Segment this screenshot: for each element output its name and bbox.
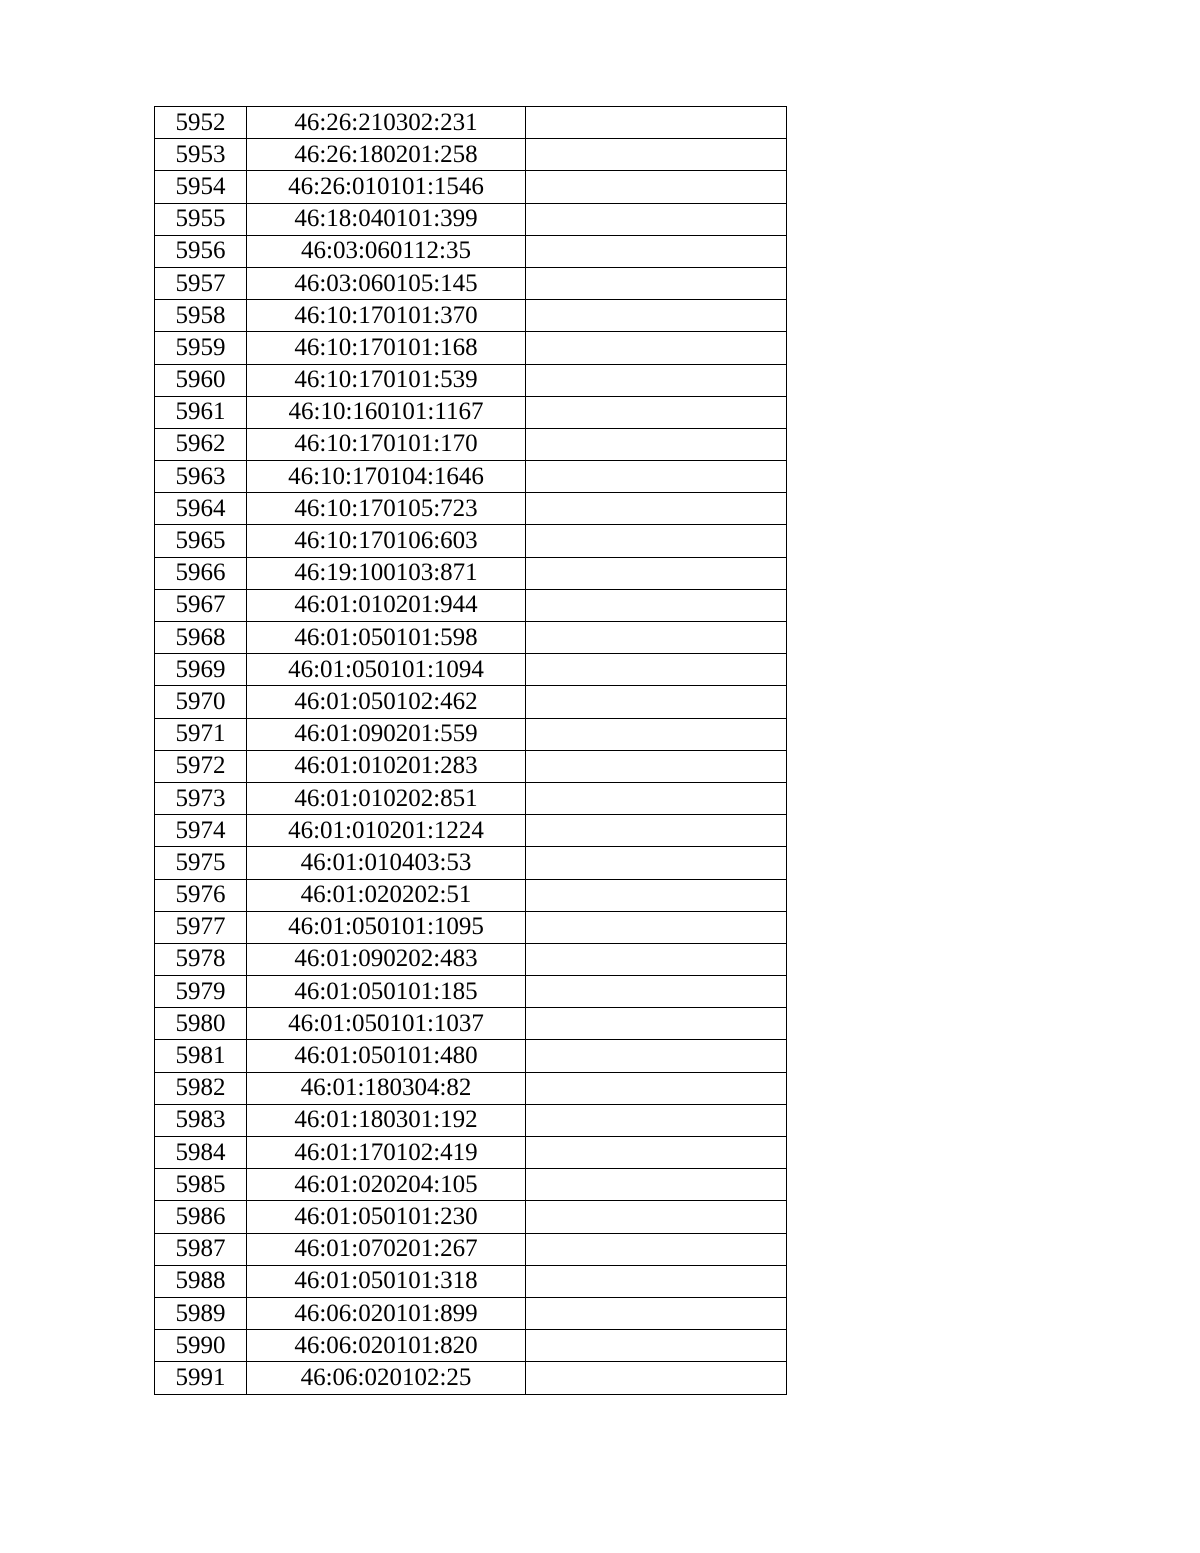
cadastral-number-cell: 46:10:170104:1646 bbox=[247, 461, 526, 493]
row-number-cell: 5979 bbox=[155, 976, 247, 1008]
row-number-cell: 5953 bbox=[155, 139, 247, 171]
cadastral-number-cell: 46:01:050101:1037 bbox=[247, 1008, 526, 1040]
note-cell bbox=[526, 622, 787, 654]
cadastral-number-cell: 46:03:060112:35 bbox=[247, 235, 526, 267]
table-row bbox=[155, 879, 787, 911]
table-body bbox=[155, 107, 787, 1395]
table-row bbox=[155, 1265, 787, 1297]
row-number-cell: 5959 bbox=[155, 332, 247, 364]
row-number-cell: 5987 bbox=[155, 1233, 247, 1265]
note-cell bbox=[526, 1233, 787, 1265]
table-row bbox=[155, 1233, 787, 1265]
cadastral-number-cell: 46:06:020101:820 bbox=[247, 1330, 526, 1362]
row-number-cell: 5984 bbox=[155, 1137, 247, 1169]
cadastral-number-cell: 46:01:010201:283 bbox=[247, 750, 526, 782]
row-number-cell: 5955 bbox=[155, 203, 247, 235]
table-row bbox=[155, 557, 787, 589]
row-number-cell: 5954 bbox=[155, 171, 247, 203]
table-row bbox=[155, 622, 787, 654]
cadastral-number-cell: 46:18:040101:399 bbox=[247, 203, 526, 235]
cadastral-number-cell: 46:01:010403:53 bbox=[247, 847, 526, 879]
note-cell bbox=[526, 976, 787, 1008]
table-row bbox=[155, 589, 787, 621]
cadastral-number-cell: 46:01:090202:483 bbox=[247, 943, 526, 975]
note-cell bbox=[526, 1040, 787, 1072]
cadastral-number-cell: 46:01:050101:230 bbox=[247, 1201, 526, 1233]
row-number-cell: 5962 bbox=[155, 428, 247, 460]
table-row bbox=[155, 976, 787, 1008]
note-cell bbox=[526, 428, 787, 460]
table-row bbox=[155, 203, 787, 235]
cadastral-number-cell: 46:01:020202:51 bbox=[247, 879, 526, 911]
table-row bbox=[155, 1201, 787, 1233]
row-number-cell: 5981 bbox=[155, 1040, 247, 1072]
row-number-cell: 5985 bbox=[155, 1169, 247, 1201]
row-number-cell: 5974 bbox=[155, 815, 247, 847]
cadastral-number-cell: 46:01:090201:559 bbox=[247, 718, 526, 750]
table-row bbox=[155, 1297, 787, 1329]
table-row bbox=[155, 686, 787, 718]
note-cell bbox=[526, 1265, 787, 1297]
note-cell bbox=[526, 815, 787, 847]
note-cell bbox=[526, 686, 787, 718]
table-row bbox=[155, 911, 787, 943]
note-cell bbox=[526, 1169, 787, 1201]
row-number-cell: 5971 bbox=[155, 718, 247, 750]
note-cell bbox=[526, 879, 787, 911]
note-cell bbox=[526, 718, 787, 750]
note-cell bbox=[526, 139, 787, 171]
cadastral-number-cell: 46:01:050101:480 bbox=[247, 1040, 526, 1072]
note-cell bbox=[526, 171, 787, 203]
cadastral-number-cell: 46:10:170101:170 bbox=[247, 428, 526, 460]
table-row bbox=[155, 171, 787, 203]
cadastral-number-cell: 46:01:050101:1094 bbox=[247, 654, 526, 686]
cadastral-number-cell: 46:01:050101:318 bbox=[247, 1265, 526, 1297]
table-row bbox=[155, 139, 787, 171]
table-row bbox=[155, 267, 787, 299]
note-cell bbox=[526, 589, 787, 621]
row-number-cell: 5964 bbox=[155, 493, 247, 525]
row-number-cell: 5970 bbox=[155, 686, 247, 718]
cadastral-number-cell: 46:01:050102:462 bbox=[247, 686, 526, 718]
row-number-cell: 5968 bbox=[155, 622, 247, 654]
note-cell bbox=[526, 1330, 787, 1362]
cadastral-number-cell: 46:01:010201:944 bbox=[247, 589, 526, 621]
note-cell bbox=[526, 364, 787, 396]
cadastral-number-cell: 46:01:180304:82 bbox=[247, 1072, 526, 1104]
cadastral-number-cell: 46:01:070201:267 bbox=[247, 1233, 526, 1265]
table-row bbox=[155, 750, 787, 782]
cadastral-number-cell: 46:26:180201:258 bbox=[247, 139, 526, 171]
note-cell bbox=[526, 782, 787, 814]
cadastral-number-cell: 46:01:010202:851 bbox=[247, 782, 526, 814]
table-row bbox=[155, 782, 787, 814]
table-row bbox=[155, 654, 787, 686]
row-number-cell: 5973 bbox=[155, 782, 247, 814]
table-row bbox=[155, 107, 787, 139]
note-cell bbox=[526, 235, 787, 267]
cadastral-number-cell: 46:19:100103:871 bbox=[247, 557, 526, 589]
note-cell bbox=[526, 1137, 787, 1169]
note-cell bbox=[526, 557, 787, 589]
row-number-cell: 5958 bbox=[155, 300, 247, 332]
cadastral-number-cell: 46:01:180301:192 bbox=[247, 1104, 526, 1136]
row-number-cell: 5977 bbox=[155, 911, 247, 943]
table-row bbox=[155, 815, 787, 847]
row-number-cell: 5982 bbox=[155, 1072, 247, 1104]
row-number-cell: 5956 bbox=[155, 235, 247, 267]
note-cell bbox=[526, 1201, 787, 1233]
row-number-cell: 5976 bbox=[155, 879, 247, 911]
note-cell bbox=[526, 1008, 787, 1040]
row-number-cell: 5980 bbox=[155, 1008, 247, 1040]
row-number-cell: 5963 bbox=[155, 461, 247, 493]
row-number-cell: 5975 bbox=[155, 847, 247, 879]
note-cell bbox=[526, 493, 787, 525]
cadastral-number-cell: 46:01:020204:105 bbox=[247, 1169, 526, 1201]
table-row bbox=[155, 235, 787, 267]
table-row bbox=[155, 493, 787, 525]
table-row bbox=[155, 847, 787, 879]
table-row bbox=[155, 1072, 787, 1104]
cadastral-number-cell: 46:10:160101:1167 bbox=[247, 396, 526, 428]
note-cell bbox=[526, 1072, 787, 1104]
row-number-cell: 5965 bbox=[155, 525, 247, 557]
note-cell bbox=[526, 1362, 787, 1394]
row-number-cell: 5960 bbox=[155, 364, 247, 396]
cadastral-number-cell: 46:26:210302:231 bbox=[247, 107, 526, 139]
table-row bbox=[155, 396, 787, 428]
note-cell bbox=[526, 847, 787, 879]
note-cell bbox=[526, 332, 787, 364]
table-row bbox=[155, 718, 787, 750]
note-cell bbox=[526, 396, 787, 428]
note-cell bbox=[526, 300, 787, 332]
table-row bbox=[155, 1362, 787, 1394]
table-row bbox=[155, 1008, 787, 1040]
cadastral-number-cell: 46:10:170105:723 bbox=[247, 493, 526, 525]
row-number-cell: 5966 bbox=[155, 557, 247, 589]
row-number-cell: 5989 bbox=[155, 1297, 247, 1329]
cadastral-number-cell: 46:01:010201:1224 bbox=[247, 815, 526, 847]
table-row bbox=[155, 1040, 787, 1072]
row-number-cell: 5952 bbox=[155, 107, 247, 139]
cadastral-number-cell: 46:10:170106:603 bbox=[247, 525, 526, 557]
cadastral-number-cell: 46:01:050101:598 bbox=[247, 622, 526, 654]
note-cell bbox=[526, 203, 787, 235]
row-number-cell: 5983 bbox=[155, 1104, 247, 1136]
cadastral-number-cell: 46:03:060105:145 bbox=[247, 267, 526, 299]
note-cell bbox=[526, 525, 787, 557]
table-row bbox=[155, 461, 787, 493]
note-cell bbox=[526, 911, 787, 943]
cadastral-number-cell: 46:01:050101:1095 bbox=[247, 911, 526, 943]
table-row bbox=[155, 1330, 787, 1362]
row-number-cell: 5986 bbox=[155, 1201, 247, 1233]
note-cell bbox=[526, 267, 787, 299]
row-number-cell: 5969 bbox=[155, 654, 247, 686]
note-cell bbox=[526, 654, 787, 686]
cadastral-number-cell: 46:06:020102:25 bbox=[247, 1362, 526, 1394]
cadastral-table bbox=[154, 106, 787, 1395]
table-row bbox=[155, 1169, 787, 1201]
table-row bbox=[155, 525, 787, 557]
row-number-cell: 5967 bbox=[155, 589, 247, 621]
table-row bbox=[155, 332, 787, 364]
row-number-cell: 5961 bbox=[155, 396, 247, 428]
table-row bbox=[155, 1137, 787, 1169]
table-row bbox=[155, 364, 787, 396]
row-number-cell: 5972 bbox=[155, 750, 247, 782]
note-cell bbox=[526, 107, 787, 139]
cadastral-number-cell: 46:01:170102:419 bbox=[247, 1137, 526, 1169]
table-row bbox=[155, 428, 787, 460]
cadastral-number-cell: 46:10:170101:168 bbox=[247, 332, 526, 364]
table-row bbox=[155, 1104, 787, 1136]
cadastral-number-cell: 46:26:010101:1546 bbox=[247, 171, 526, 203]
table-row bbox=[155, 943, 787, 975]
row-number-cell: 5990 bbox=[155, 1330, 247, 1362]
table-row bbox=[155, 300, 787, 332]
note-cell bbox=[526, 750, 787, 782]
note-cell bbox=[526, 461, 787, 493]
row-number-cell: 5978 bbox=[155, 943, 247, 975]
cadastral-number-cell: 46:10:170101:370 bbox=[247, 300, 526, 332]
cadastral-number-cell: 46:10:170101:539 bbox=[247, 364, 526, 396]
row-number-cell: 5988 bbox=[155, 1265, 247, 1297]
note-cell bbox=[526, 1104, 787, 1136]
cadastral-number-cell: 46:01:050101:185 bbox=[247, 976, 526, 1008]
row-number-cell: 5991 bbox=[155, 1362, 247, 1394]
note-cell bbox=[526, 943, 787, 975]
row-number-cell: 5957 bbox=[155, 267, 247, 299]
note-cell bbox=[526, 1297, 787, 1329]
cadastral-number-cell: 46:06:020101:899 bbox=[247, 1297, 526, 1329]
